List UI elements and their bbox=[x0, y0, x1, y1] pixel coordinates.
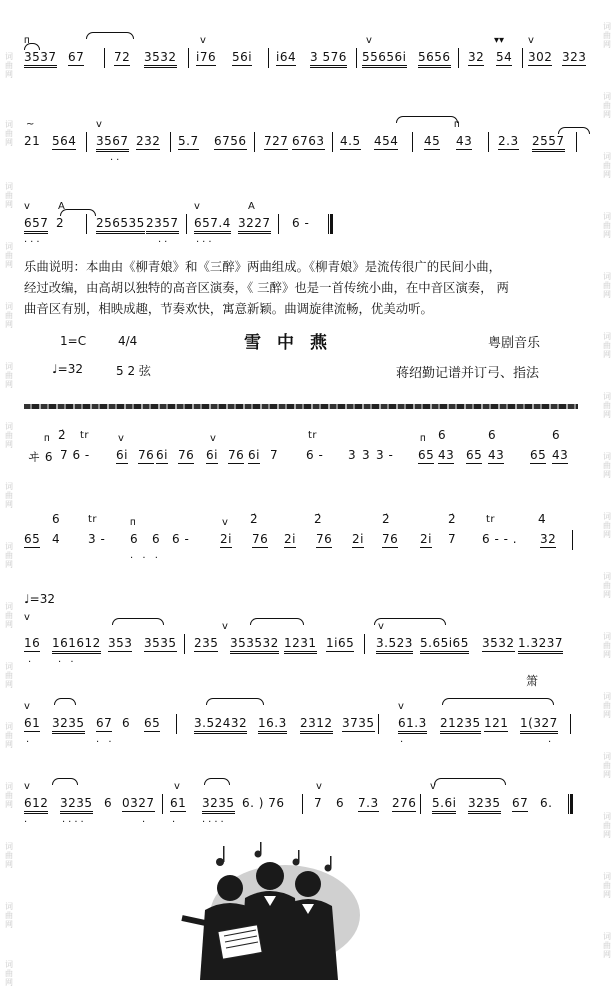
notation-group: 76 bbox=[382, 532, 399, 546]
notation-group: 2̇ bbox=[382, 512, 391, 526]
watermark: 词曲网 bbox=[603, 272, 611, 299]
notation-group: 56i bbox=[232, 50, 253, 64]
notation-line-3: v A v A 657 ... 2 256535 2357 .. 657.4 ... 3227 6 - bbox=[22, 212, 582, 238]
notation-line-1: ᴨ v v ▾▾ v 3537 67 72 3532 i76 56i i64 3 576 55656i 5656 32 54 302 323 bbox=[22, 46, 582, 72]
notation-group: 121 bbox=[484, 716, 509, 730]
notation-group: 65 bbox=[418, 448, 435, 462]
genre-label: 粤剧音乐 bbox=[488, 336, 541, 351]
notation-group: 6. ) 76 bbox=[242, 796, 285, 810]
notation-group: 6 bbox=[438, 428, 447, 442]
notation-group: 256535 bbox=[96, 216, 145, 234]
notation-group: 76 bbox=[178, 448, 195, 462]
notation-group: 235 bbox=[194, 636, 219, 650]
notation-group: 43 bbox=[456, 134, 473, 148]
notation-group: 727 bbox=[264, 134, 289, 148]
watermark: 词曲网 bbox=[5, 362, 13, 389]
notation-group: i64 bbox=[276, 50, 297, 64]
notation-group: 3 - bbox=[88, 532, 106, 546]
notation-line-2: ~ v ᴨ 21 564 3567 .. 232 5.7 6756 727 6763 4.5 454 45 43 2.3 2557 bbox=[22, 130, 582, 156]
notation-group: 5.6i bbox=[432, 796, 456, 814]
key-signature: 1=C bbox=[60, 334, 87, 348]
watermark: 词曲网 bbox=[5, 482, 13, 509]
notation-group: 21 bbox=[24, 134, 41, 148]
notation-group: 5.65i65 bbox=[420, 636, 469, 654]
watermark: 词曲网 bbox=[5, 242, 13, 269]
notation-group: 2 bbox=[56, 216, 65, 230]
notation-group: i76 bbox=[196, 50, 217, 64]
notation-group: 6 - - . bbox=[482, 532, 518, 546]
page-title: 雪中燕 bbox=[244, 333, 343, 353]
notation-line-7: v v 61 . 3235 67 . . 6 65 3.52432 16.3 2312 3735 61.3 . 21235 121 1(327 . bbox=[22, 712, 582, 738]
notation-group: 6 bbox=[104, 796, 113, 810]
watermark: 词曲网 bbox=[603, 212, 611, 239]
notation-group: 3 bbox=[348, 448, 357, 462]
notation-group: 3235 bbox=[202, 796, 235, 814]
watermark: 词曲网 bbox=[603, 152, 611, 179]
notation-group: ヰ 6 bbox=[28, 450, 53, 464]
notation-group: 32 bbox=[468, 50, 485, 64]
watermark: 词曲网 bbox=[603, 932, 611, 959]
notation-group: 232 bbox=[136, 134, 161, 148]
notation-group: 3235 bbox=[60, 796, 93, 814]
notation-group: 7 bbox=[314, 796, 323, 810]
watermark: 词曲网 bbox=[5, 52, 13, 79]
notation-group: 3.52432 bbox=[194, 716, 247, 734]
notation-group: 61 bbox=[24, 716, 41, 730]
notation-group: 6 bbox=[336, 796, 345, 810]
notation-group: 76 bbox=[138, 448, 155, 462]
notation-group: 6i bbox=[248, 448, 260, 462]
description-line: 经过改编，由高胡以独特的高音区演奏，《 三醉》也是一首传统小曲，在中音区演奏， 两 bbox=[24, 280, 509, 295]
watermark: 词曲网 bbox=[5, 422, 13, 449]
notation-group: 276 bbox=[392, 796, 417, 810]
watermark: 词曲网 bbox=[5, 302, 13, 329]
notation-group: 2̇ bbox=[448, 512, 457, 526]
watermark: 词曲网 bbox=[5, 542, 13, 569]
notation-group: 67 bbox=[512, 796, 529, 810]
notation-group: 16.3 bbox=[258, 716, 287, 734]
notation-group: 3.523 bbox=[376, 636, 413, 654]
notation-group: 7 bbox=[448, 532, 457, 546]
notation-group: 43 bbox=[552, 448, 569, 462]
notation-group: 323 bbox=[562, 50, 587, 64]
description-line: 乐曲说明：本曲由《柳青娘》和《三醉》两曲组成。《柳青娘》是流传很广的民间小曲， bbox=[24, 259, 502, 274]
notation-group: 2i bbox=[352, 532, 364, 546]
notation-line-5: ᴨ v 65 6 4 tr 3 - 6 6 6 - . . . 2i 2̇ 76 2i 2̇ 76 2i 2̇ 76 2i 2̇ 7 tr 6 - - . 4 32 bbox=[22, 528, 582, 554]
notation-group: 21235 bbox=[440, 716, 481, 734]
watermark: 词曲网 bbox=[603, 92, 611, 119]
watermark: 词曲网 bbox=[603, 332, 611, 359]
notation-group: 67 bbox=[96, 716, 113, 730]
notation-group: 2i bbox=[284, 532, 296, 546]
notation-group: 454 bbox=[374, 134, 399, 148]
section-divider bbox=[24, 404, 578, 409]
notation-group: 3227 bbox=[238, 216, 271, 234]
notation-group: 3 - bbox=[376, 448, 394, 462]
watermark: 词曲网 bbox=[5, 602, 13, 629]
notation-group: 45 bbox=[424, 134, 441, 148]
watermark: 词曲网 bbox=[603, 752, 611, 779]
watermark: 词曲网 bbox=[5, 842, 13, 869]
notation-group: 7 6 - bbox=[60, 448, 90, 462]
notation-group: 657.4 bbox=[194, 216, 231, 234]
notation-group: 6 - bbox=[306, 448, 324, 462]
watermark: 词曲网 bbox=[5, 960, 13, 987]
notation-group: 1231 bbox=[284, 636, 317, 654]
notation-group: 6. bbox=[540, 796, 553, 810]
notation-group: 353 bbox=[108, 636, 133, 650]
tempo-mark-2: ♩=32 bbox=[24, 592, 55, 606]
notation-group: 2.3 bbox=[498, 134, 519, 148]
notation-group: 0327 bbox=[122, 796, 155, 810]
notation-group: 54 bbox=[496, 50, 513, 64]
watermark: 词曲网 bbox=[603, 812, 611, 839]
notation-group: 5.7 bbox=[178, 134, 199, 148]
notation-group: 32 bbox=[540, 532, 557, 546]
watermark: 词曲网 bbox=[603, 452, 611, 479]
notation-group: 161612 bbox=[52, 636, 101, 654]
notation-group: 16 bbox=[24, 636, 41, 650]
description-line: 曲音区有别，相映成趣，节奏欢快，寓意新颖。曲调旋律流畅，优美动听。 bbox=[24, 301, 433, 316]
instrument-note: 箫 bbox=[526, 674, 539, 688]
credit-label: 蒋绍勤记谱并订弓、指法 bbox=[396, 366, 540, 381]
notation-group: 564 bbox=[52, 134, 77, 148]
notation-group: 65 bbox=[144, 716, 161, 730]
singer-figure bbox=[200, 862, 338, 980]
notation-group: 3567 bbox=[96, 134, 129, 152]
notation-group: 3532 bbox=[144, 50, 177, 68]
ornament-label: tr bbox=[88, 514, 98, 525]
notation-group: 657 bbox=[24, 216, 48, 234]
notation-group: 7 bbox=[270, 448, 279, 462]
notation-group: 612 bbox=[24, 796, 48, 814]
notation-group: 6 - bbox=[172, 532, 190, 546]
watermark: 词曲网 bbox=[5, 902, 13, 929]
notation-group: 4.5 bbox=[340, 134, 361, 148]
notation-group: 6 - bbox=[292, 216, 310, 230]
notation-group: 6i bbox=[116, 448, 128, 462]
notation-group: 2557 bbox=[532, 134, 565, 152]
notation-group: 7.3 bbox=[358, 796, 379, 810]
notation-group: 6i bbox=[206, 448, 218, 462]
notation-group: 67 bbox=[68, 50, 85, 64]
notation-group: 1(327 bbox=[520, 716, 558, 734]
time-signature: 4/4 bbox=[118, 334, 138, 348]
notation-group: 6 bbox=[552, 428, 561, 442]
notation-group: 6 bbox=[52, 512, 61, 526]
notation-group: 3235 bbox=[468, 796, 501, 814]
tuning-label: 5 2 弦 bbox=[116, 364, 151, 378]
notation-group: 3535 bbox=[144, 636, 177, 650]
watermark: 词曲网 bbox=[603, 872, 611, 899]
notation-group: 2̇ bbox=[314, 512, 323, 526]
notation-group: 61 bbox=[170, 796, 187, 810]
notation-group: 3532 bbox=[482, 636, 515, 650]
singers-illustration bbox=[160, 840, 370, 980]
watermark: 词曲网 bbox=[5, 722, 13, 749]
notation-group: 72 bbox=[114, 50, 131, 64]
notation-group: 6756 bbox=[214, 134, 247, 148]
notation-group: 2357 bbox=[146, 216, 179, 234]
tempo-mark: ♩=32 bbox=[52, 362, 83, 376]
notation-line-8: v v v v 612 . 3235 .... 6 0327 . 61 . 3235 .... 6. ) 76 7 6 7.3 276 5.6i 3235 67 6. bbox=[22, 792, 582, 818]
notation-group: 6 bbox=[130, 532, 139, 546]
notation-group: 65 bbox=[530, 448, 547, 462]
watermark: 词曲网 bbox=[603, 22, 611, 49]
notation-group: 43 bbox=[438, 448, 455, 462]
notation-group: 302 bbox=[528, 50, 553, 64]
watermark: 词曲网 bbox=[603, 692, 611, 719]
notation-group: 3 576 bbox=[310, 50, 347, 68]
notation-group: 353532 bbox=[230, 636, 279, 654]
watermark: 词曲网 bbox=[603, 632, 611, 659]
notation-group: 6 bbox=[122, 716, 131, 730]
notation-group: 6763 bbox=[292, 134, 325, 148]
notation-group: 3 bbox=[362, 448, 371, 462]
notation-group: 6 bbox=[152, 532, 161, 546]
notation-group: 6 bbox=[488, 428, 497, 442]
notation-group: 3735 bbox=[342, 716, 375, 730]
ornament-label: tr bbox=[486, 514, 496, 525]
notation-group: 5656 bbox=[418, 50, 451, 68]
notation-group: 1.3237 bbox=[518, 636, 563, 654]
notation-group: 2312 bbox=[300, 716, 333, 734]
watermark: 词曲网 bbox=[5, 782, 13, 809]
watermark: 词曲网 bbox=[603, 572, 611, 599]
notation-group: 6i bbox=[156, 448, 168, 462]
notation-group: 2̇ bbox=[58, 428, 67, 442]
notation-group: 76 bbox=[252, 532, 269, 546]
notation-group: 2̇ bbox=[250, 512, 259, 526]
watermark: 词曲网 bbox=[5, 120, 13, 147]
notation-group: 43 bbox=[488, 448, 505, 462]
notation-line-6: v v v 16 . 161612 . . 353 3535 235 353532 1231 1i65 3.523 5.65i65 3532 1.3237 bbox=[24, 612, 563, 665]
ornament-label: tr bbox=[80, 430, 90, 441]
notation-group: 4 bbox=[538, 512, 547, 526]
notation-group: 61.3 bbox=[398, 716, 427, 734]
notation-group: 65 bbox=[466, 448, 483, 462]
ornament-label: tr bbox=[308, 430, 318, 441]
notation-group: 1i65 bbox=[326, 636, 355, 650]
notation-group: 55656i bbox=[362, 50, 407, 68]
notation-group: 3235 bbox=[52, 716, 85, 734]
notation-group: 3537 bbox=[24, 50, 57, 68]
watermark: 词曲网 bbox=[5, 182, 13, 209]
watermark: 词曲网 bbox=[603, 392, 611, 419]
notation-group: 2i bbox=[220, 532, 232, 546]
watermark: 词曲网 bbox=[5, 662, 13, 689]
notation-line-4: ᴨ v v ᴨ ヰ 6 2̇ tr 7 6 - 6i 76 6i 76 6i 76 6i 7 tr 6 - 3 3 3 - 65 6 43 65 6 43 65 6 43 bbox=[28, 428, 569, 464]
watermark: 词曲网 bbox=[603, 512, 611, 539]
notation-group: 76 bbox=[228, 448, 245, 462]
notation-group: 76 bbox=[316, 532, 333, 546]
notation-group: 65 bbox=[24, 532, 41, 546]
notation-group: 2i bbox=[420, 532, 432, 546]
notation-group: 4 bbox=[52, 532, 61, 546]
